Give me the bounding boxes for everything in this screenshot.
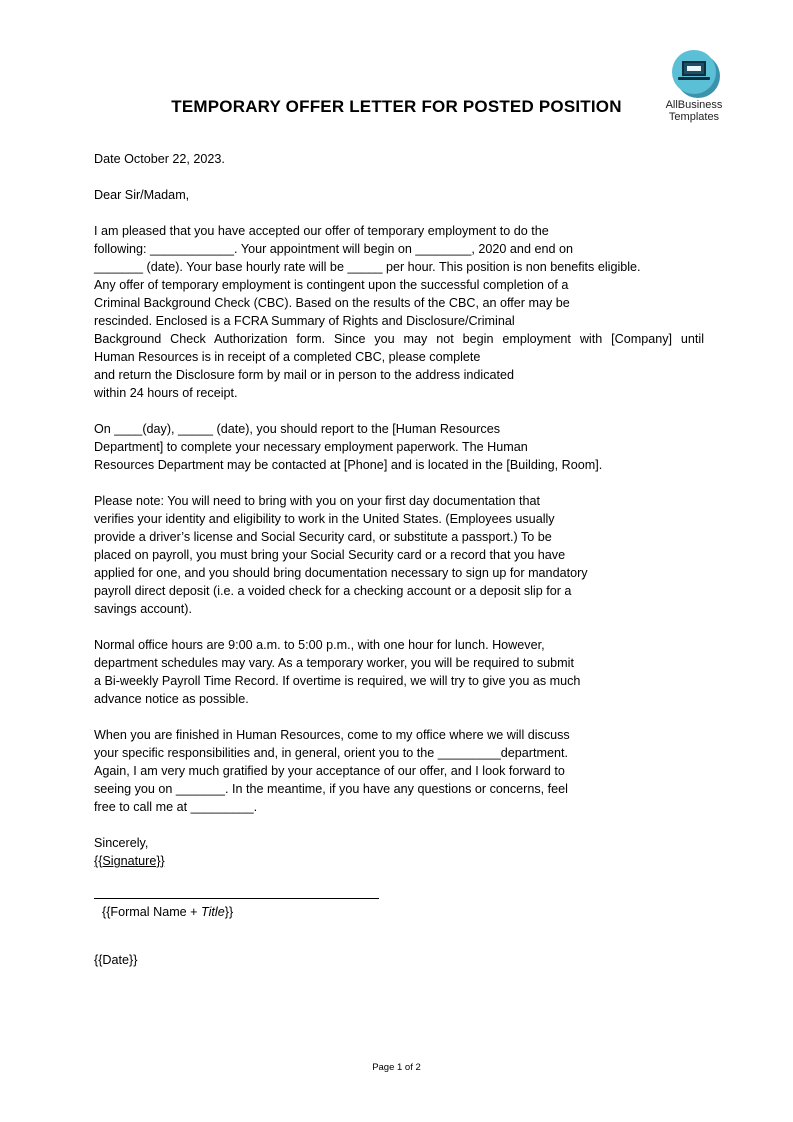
text-line: payroll direct deposit (i.e. a voided check for a checking account or a deposit slip for a [94, 584, 572, 598]
paragraph-office-hours [94, 636, 704, 708]
text-line: Normal office hours are 9:00 a.m. to 5:00 p.m., with one hour for lunch. However, [94, 638, 545, 652]
logo-text: AllBusiness Templates [665, 99, 723, 123]
text-line: applied for one, and you should bring documentation necessary to sign up for mandatory [94, 566, 588, 580]
paragraph-appointment [94, 222, 704, 402]
formal-name-placeholder: {{Formal Name + Title}} [102, 905, 234, 919]
signature-line [94, 898, 379, 899]
date-line: Date October 22, 2023. [94, 152, 225, 166]
paragraph-closing [94, 726, 704, 816]
text-line: seeing you on _______. In the meantime, if you have any questions or concerns, feel [94, 782, 568, 796]
text-line: Criminal Background Check (CBC). Based on the results of the CBC, an offer may be [94, 296, 570, 310]
letter-body [94, 150, 704, 969]
text-line: verifies your identity and eligibility to work in the United States. (Employees usually [94, 512, 555, 526]
text-line: Resources Department may be contacted at [Phone] and is located in the [Building, Room]. [94, 458, 603, 472]
text-line: Department] to complete your necessary employment paperwork. The Human [94, 440, 528, 454]
salutation: Dear Sir/Madam, [94, 188, 190, 202]
text-line: placed on payroll, you must bring your Social Security card or a record that you have [94, 548, 566, 562]
text-line: On ____(day), _____ (date), you should report to the [Human Resources [94, 422, 501, 436]
text-line: Human Resources is in receipt of a completed CBC, please complete [94, 350, 481, 364]
page-number: Page 1 of 2 [372, 1062, 421, 1073]
document-title: TEMPORARY OFFER LETTER FOR POSTED POSITION [171, 97, 622, 116]
signature-placeholder: {{Signature}} [94, 854, 165, 868]
text-line: following: ____________. Your appointment will begin on ________, 2020 and end on [94, 242, 573, 256]
closing: Sincerely, [94, 836, 149, 850]
text-line: department schedules may vary. As a temporary worker, you will be required to submit [94, 656, 574, 670]
paragraph-documentation [94, 492, 704, 618]
date-placeholder: {{Date}} [94, 953, 138, 967]
text-line: I am pleased that you have accepted our offer of temporary employment to do the [94, 224, 549, 238]
text-line: rescinded. Enclosed is a FCRA Summary of Rights and Disclosure/Criminal [94, 314, 515, 328]
text-line: Again, I am very much gratified by your acceptance of our offer, and I look forward to [94, 764, 565, 778]
text-line: your specific responsibilities and, in general, orient you to the _________department. [94, 746, 568, 760]
text-line: free to call me at _________. [94, 800, 258, 814]
text-line: _______ (date). Your base hourly rate will be _____ per hour. This position is non benefits eligible. [94, 260, 641, 274]
text-line: and return the Disclosure form by mail or in person to the address indicated [94, 368, 515, 382]
text-line: Background Check Authorization form. Since you may not begin employment with [Company] until [94, 332, 704, 346]
text-line: When you are finished in Human Resources, come to my office where we will discuss [94, 728, 570, 742]
text-line: provide a driver’s license and Social Security card, or substitute a passport.) To be [94, 530, 552, 544]
text-line: savings account). [94, 602, 193, 616]
text-line: a Bi-weekly Payroll Time Record. If overtime is required, we will try to give you as much [94, 674, 581, 688]
text-line: Please note: You will need to bring with you on your first day documentation that [94, 494, 540, 508]
text-line: Any offer of temporary employment is contingent upon the successful completion of a [94, 278, 569, 292]
text-line: advance notice as possible. [94, 692, 249, 706]
laptop-icon [672, 50, 716, 94]
paragraph-report [94, 420, 704, 474]
text-line: within 24 hours of receipt. [94, 386, 238, 400]
